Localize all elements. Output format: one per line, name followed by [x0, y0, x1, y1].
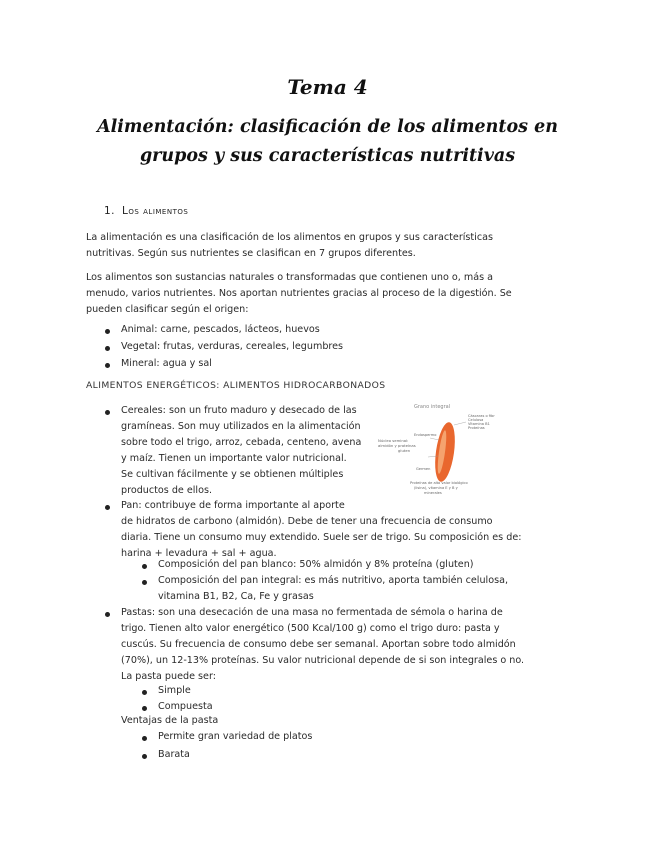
intro-p2-line: Los alimentos son sustancias naturales o transformadas que contienen uno o, más a — [86, 272, 494, 283]
bullet — [105, 329, 110, 334]
bullet — [142, 706, 147, 711]
figure-label-mid-low: Germen — [416, 467, 431, 471]
pan-line: Pan: contribuye de forma importante al aporte — [121, 500, 345, 511]
figure-label-left: Núcleo seminal: — [378, 438, 409, 443]
origin-item-animal: Animal: carne, pescados, lácteos, huevos — [121, 324, 320, 335]
section-heading — [104, 205, 188, 217]
ventaja-item: Barata — [158, 749, 190, 760]
cereales-line: Se cultivan fácilmente y se obtienen múltiples — [121, 469, 344, 480]
origin-item-vegetal: Vegetal: frutas, verduras, cereales, legumbres — [121, 341, 344, 352]
bullet — [105, 410, 110, 415]
bullet — [105, 505, 110, 510]
page-subtitle-line-2: grupos y sus características nutritivas — [139, 146, 516, 166]
ventaja-item: Permite gran variedad de platos — [158, 731, 313, 742]
pan-blanco-item: Composición del pan blanco: 50% almidón y 8% proteína (gluten) — [158, 559, 474, 570]
bullet — [105, 346, 110, 351]
cereales-line: productos de ellos. — [121, 485, 213, 496]
cereales-line: sobre todo el trigo, arroz, cebada, centeno, avena — [121, 437, 362, 448]
figure-label-mid-top: Endospermo — [414, 433, 437, 437]
pastas-line: trigo. Tienen alto valor energético (500 Kcal/100 g) como el trigo duro: pasta y — [121, 623, 500, 634]
figure-label-left: gluten — [398, 448, 411, 453]
figure-label-right: Proteínas — [468, 426, 485, 430]
figure-title: Grano integral — [414, 404, 451, 410]
page-title: Tema 4 — [287, 75, 368, 99]
intro-p2-line: pueden clasificar según el origen: — [86, 304, 249, 315]
pan-integral-item: Composición del pan integral: es más nutritivo, aporta también celulosa, — [158, 575, 509, 586]
bullet — [142, 736, 147, 741]
cereales-line: gramíneas. Son muy utilizados en la alimentación — [121, 421, 361, 432]
figure-label-right: Vitamina B1 — [468, 422, 490, 426]
cereales-line: Cereales: son un fruto maduro y desecado de las — [121, 405, 357, 416]
figure-label-right: Cáscaras o fibr — [468, 414, 495, 418]
pasta-type-item: Simple — [158, 685, 191, 696]
pasta-type-item: Compuesta — [158, 701, 213, 712]
figure-label-left: almidón y proteínas — [378, 443, 416, 448]
figure-label-bottom: minerales — [424, 491, 442, 495]
section-title: Los alimentos — [122, 205, 189, 217]
bullet — [105, 363, 110, 368]
figure-label-bottom: (lisina), vitamina E y B y — [414, 486, 458, 490]
bullet — [142, 580, 147, 585]
page-subtitle-line-1: Alimentación: clasificación de los alimentos en — [97, 117, 558, 137]
cereales-line: y maíz. Tienen un importante valor nutricional. — [121, 453, 347, 464]
bullet — [142, 690, 147, 695]
pan-line: diaria. Tiene un consumo muy extendido. Suele ser de trigo. Su composición es de: — [121, 532, 522, 543]
ventajas-title: Ventajas de la pasta — [121, 715, 219, 726]
bullet — [142, 754, 147, 759]
pastas-line: Pastas: son una desecación de una masa no fermentada de sémola o harina de — [121, 607, 503, 618]
pastas-line: cuscús. Su frecuencia de consumo debe ser semanal. Aportan sobre todo almidón — [121, 639, 516, 650]
section-number: 1. — [104, 205, 116, 217]
pan-line: harina + levadura + sal + agua. — [121, 548, 277, 559]
figure-label-bottom: Proteínas de alto valor biológico — [410, 481, 468, 485]
figure-label-right: Celulosa — [468, 418, 484, 422]
pan-line: de hidratos de carbono (almidón). Debe de tener una frecuencia de consumo — [121, 516, 493, 527]
intro-p1-line: La alimentación es una clasificación de los alimentos en grupos y sus características — [86, 232, 494, 243]
energetic-foods-heading: ALIMENTOS ENERGÉTICOS: ALIMENTOS HIDROCARBONADOS — [86, 380, 386, 391]
bullet — [105, 612, 110, 617]
grain-diagram — [370, 400, 510, 500]
bullet — [142, 564, 147, 569]
pastas-line: La pasta puede ser: — [121, 671, 216, 682]
intro-p1-line: nutritivas. Según sus nutrientes se clasifican en 7 grupos diferentes. — [86, 248, 416, 259]
pan-integral-item: vitamina B1, B2, Ca, Fe y grasas — [158, 591, 314, 602]
origin-item-mineral: Mineral: agua y sal — [121, 358, 212, 369]
pastas-line: (70%), un 12-13% proteínas. Su valor nutricional depende de si son integrales o no. — [121, 655, 525, 666]
intro-p2-line: menudo, varios nutrientes. Nos aportan nutrientes gracias al proceso de la digestión. Se — [86, 288, 512, 299]
